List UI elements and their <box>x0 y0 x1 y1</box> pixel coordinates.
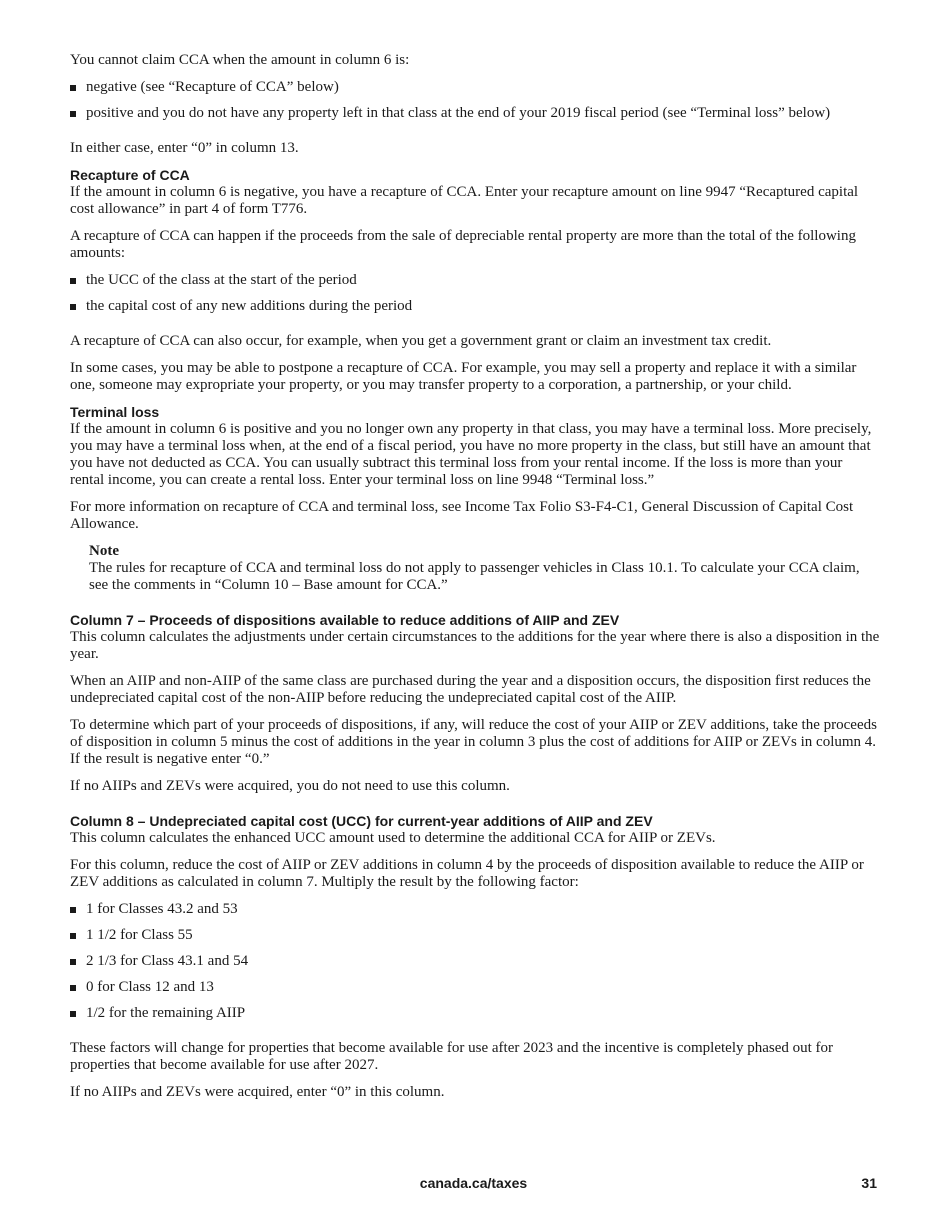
list-item: 0 for Class 12 and 13 <box>70 979 880 996</box>
recapture-paragraph: In some cases, you may be able to postpone a recapture of CCA. For example, you may sell a property and replace it with a similar one, someone may expropriate your property, or you may transfer property to a corporation, a partnership, or your child. <box>70 360 857 393</box>
note-text: The rules for recapture of CCA and terminal loss do not apply to passenger vehicles in Class 10.1. To calculate your CCA claim, see the comments in “Column 10 – Base amount for CCA.” <box>89 560 860 593</box>
list-item: negative (see “Recapture of CCA” below) <box>70 79 880 96</box>
intro-bullet-list <box>70 79 880 122</box>
list-item: 1 1/2 for Class 55 <box>70 927 880 944</box>
recapture-paragraph: If the amount in column 6 is negative, you have a recapture of CCA. Enter your recapture amount on line 9947 “Recaptured capital cost allowance” in part 4 of form T776. <box>70 184 859 217</box>
list-item: 1/2 for the remaining AIIP <box>70 1005 880 1022</box>
column-8-paragraph: This column calculates the enhanced UCC amount used to determine the additional CCA for AIIP or ZEVs. <box>70 830 716 846</box>
recapture-heading: Recapture of CCA <box>70 167 190 183</box>
list-item: the capital cost of any new additions during the period <box>70 298 880 315</box>
list-item: positive and you do not have any property left in that class at the end of your 2019 fiscal period (see “Terminal loss” below) <box>70 105 880 122</box>
note-title: Note <box>89 543 119 559</box>
note-box <box>89 543 880 594</box>
recapture-paragraph: A recapture of CCA can happen if the proceeds from the sale of depreciable rental property are more than the total of the following amounts: <box>70 228 856 261</box>
terminal-loss-heading: Terminal loss <box>70 404 160 420</box>
terminal-loss-paragraph: For more information on recapture of CCA and terminal loss, see Income Tax Folio S3-F4-C1, General Discussion of Capital Cost Allowance. <box>70 499 854 532</box>
list-item: 1 for Classes 43.2 and 53 <box>70 901 880 918</box>
list-item: the UCC of the class at the start of the period <box>70 272 880 289</box>
column-7-paragraph: This column calculates the adjustments under certain circumstances to the additions for the year where there is also a disposition in the year. <box>70 629 880 662</box>
recapture-bullet-list <box>70 272 880 315</box>
recapture-paragraph: A recapture of CCA can also occur, for example, when you get a government grant or claim an investment tax credit. <box>70 333 772 349</box>
footer-url[interactable]: canada.ca/taxes <box>419 1175 528 1191</box>
column-7-heading: Column 7 – Proceeds of dispositions available to reduce additions of AIIP and ZEV <box>70 612 620 628</box>
terminal-loss-paragraph: If the amount in column 6 is positive and you no longer own any property in that class, you may have a terminal loss. More precisely, you may have a terminal loss when, at the end of a fiscal period, you have no more property in the class, but still have an amount that you have not deducted as CCA. You can usually subtract this terminal loss from your rental income. If the loss is more than your rental income, you can create a rental loss. Enter your terminal loss on line 9948 “Terminal loss.” <box>70 421 872 488</box>
factor-bullet-list <box>70 901 880 1022</box>
page-number: 31 <box>861 1175 877 1191</box>
column-7-paragraph: To determine which part of your proceeds of dispositions, if any, will reduce the cost of your AIIP or ZEV additions, take the proceeds of disposition in column 5 minus the cost of additions in the year in column 3 plus the cost of additions for AIIP or ZEVs in column 4. If the result is negative enter “0.” <box>70 717 877 767</box>
either-case-text: In either case, enter “0” in column 13. <box>70 140 299 156</box>
list-item: 2 1/3 for Class 43.1 and 54 <box>70 953 880 970</box>
intro-lead: You cannot claim CCA when the amount in column 6 is: <box>70 52 410 68</box>
document-page <box>70 52 880 1111</box>
column-8-paragraph: These factors will change for properties that become available for use after 2023 and the incentive is completely phased out for properties that become available for use after 2027. <box>70 1040 834 1073</box>
column-8-heading: Column 8 – Undepreciated capital cost (UCC) for current-year additions of AIIP and ZEV <box>70 813 653 829</box>
column-7-paragraph: When an AIIP and non-AIIP of the same class are purchased during the year and a disposition occurs, the disposition first reduces the undepreciated capital cost of the non-AIIP before reducing the undepreciated capital cost of the AIIP. <box>70 673 871 706</box>
column-8-paragraph: If no AIIPs and ZEVs were acquired, enter “0” in this column. <box>70 1084 445 1100</box>
column-7-paragraph: If no AIIPs and ZEVs were acquired, you do not need to use this column. <box>70 778 510 794</box>
column-8-paragraph: For this column, reduce the cost of AIIP or ZEV additions in column 4 by the proceeds of disposition available to reduce the AIIP or ZEV additions as calculated in column 7. Multiply the result by the following factor: <box>70 857 864 890</box>
